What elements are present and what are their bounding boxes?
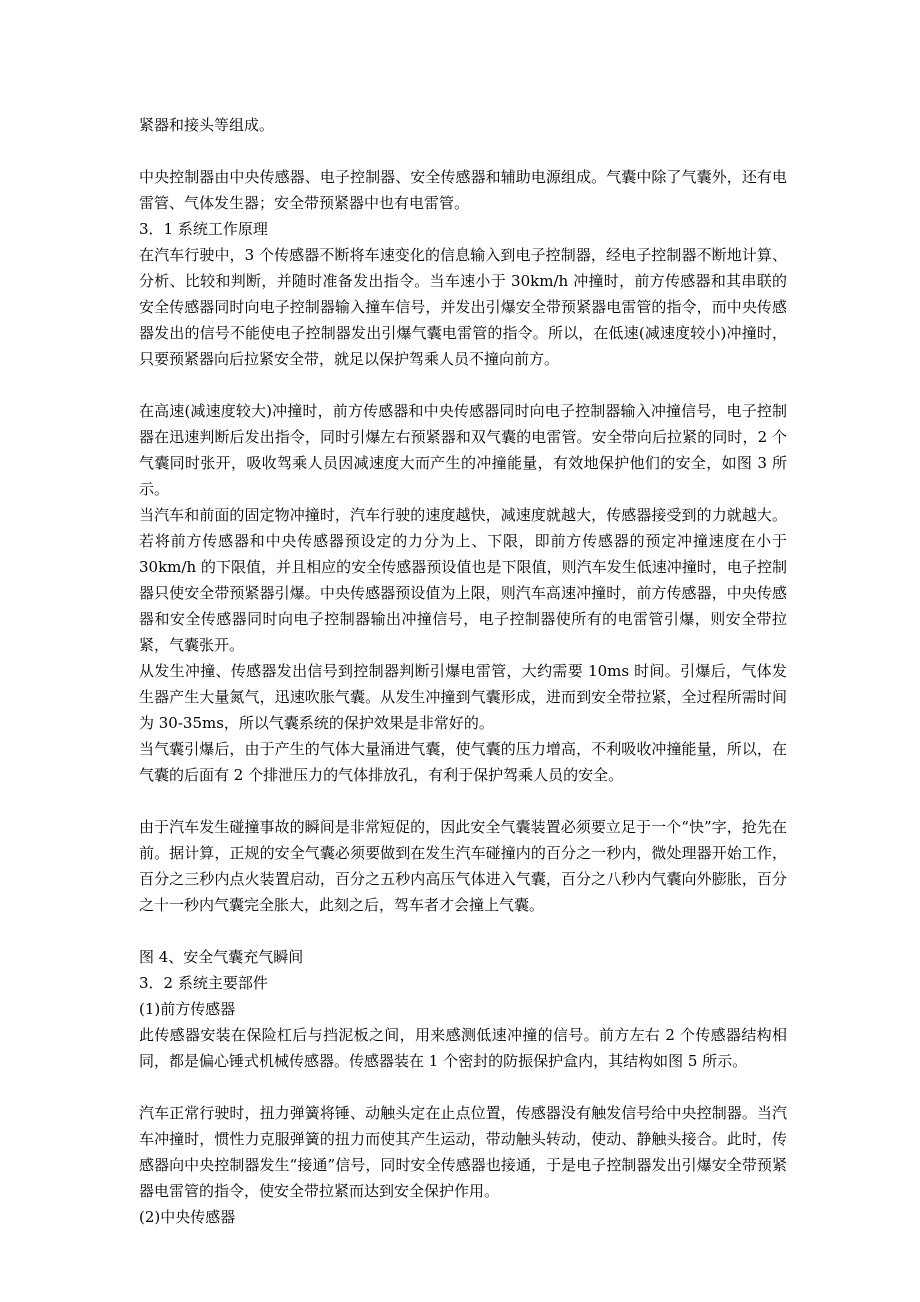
text-paragraph: 汽车正常行驶时，扭力弹簧将锤、动触头定在止点位置，传感器没有触发信号给中央控制器。当汽车冲撞时，惯性力克服弹簧的扭力而使其产生运动，带动触头转动，使动、静触头接合。此时，传感器向中央控制器发生“接通”信号，同时安全传感器也接通，于是电子控制器发出引爆安全带预紧器电雷管的指令，使安全带拉紧而达到安全保护作用。	[139, 1104, 787, 1200]
text-paragraph: 在汽车行驶中，3 个传感器不断将车速变化的信息输入到电子控制器，经电子控制器不断地计算、分析、比较和判断，并随时准备发出指令。当车速小于 30km/h 冲撞时，前方传感器和其串联的安全传感器同时向电子控制器输入撞车信号，并发出引爆安全带预紧器电雷管的指令，而中央传感器发出的信号不能使电子控制器发出引爆气囊电雷管的指令。所以，在低速(减速度较小)冲撞时，只要预紧器向后拉紧安全带，就足以保护驾乘人员不撞向前方。	[139, 246, 787, 368]
text-paragraph: 紧器和接头等组成。	[139, 116, 275, 134]
section-heading: 3．2 系统主要部件	[139, 974, 268, 992]
text-paragraph: 从发生冲撞、传感器发出信号到控制器判断引爆电雷管，大约需要 10ms 时间。引爆后，气体发生器产生大量氮气，迅速吹胀气囊。从发生冲撞到气囊形成，进而到安全带拉紧，全过程所需时间为 30-35ms，所以气囊系统的保护效果是非常好的。	[139, 662, 787, 732]
figure-caption: 图 4、安全气囊充气瞬间	[139, 948, 304, 966]
section-heading: 3．1 系统工作原理	[139, 220, 268, 238]
document-body	[139, 112, 787, 1230]
subsection-heading: (2)中央传感器	[139, 1208, 236, 1226]
text-paragraph: 在高速(减速度较大)冲撞时，前方传感器和中央传感器同时向电子控制器输入冲撞信号，电子控制器在迅速判断后发出指令，同时引爆左右预紧器和双气囊的电雷管。安全带向后拉紧的同时，2 个气囊同时张开，吸收驾乘人员因减速度大而产生的冲撞能量，有效地保护他们的安全，如图 3 所示。	[139, 402, 787, 498]
paragraph-gap	[139, 1074, 787, 1100]
text-paragraph: 中央控制器由中央传感器、电子控制器、安全传感器和辅助电源组成。气囊中除了气囊外，还有电雷管、气体发生器；安全带预紧器中也有电雷管。	[139, 168, 787, 212]
paragraph-gap	[139, 788, 787, 814]
text-paragraph: 当气囊引爆后，由于产生的气体大量涌进气囊，使气囊的压力增高，不利吸收冲撞能量，所以，在气囊的后面有 2 个排泄压力的气体排放孔，有利于保护驾乘人员的安全。	[139, 740, 787, 784]
paragraph-gap	[139, 138, 787, 164]
paragraph-gap	[139, 372, 787, 398]
paragraph-gap	[139, 918, 787, 944]
subsection-heading: (1)前方传感器	[139, 1000, 236, 1018]
text-paragraph: 此传感器安装在保险杠后与挡泥板之间，用来感测低速冲撞的信号。前方左右 2 个传感器结构相同，都是偏心锤式机械传感器。传感器装在 1 个密封的防振保护盒内，其结构如图 5 所示。	[139, 1026, 787, 1070]
text-paragraph: 当汽车和前面的固定物冲撞时，汽车行驶的速度越快，减速度就越大，传感器接受到的力就越大。若将前方传感器和中央传感器预设定的力分为上、下限，即前方传感器的预定冲撞速度在小于 30km/h 的下限值，并且相应的安全传感器预设值也是下限值，则汽车发生低速冲撞时，电子控制器只使安全带预紧器引爆。中央传感器预设值为上限，则汽车高速冲撞时，前方传感器，中央传感器和安全传感器同时向电子控制器输出冲撞信号，电子控制器使所有的电雷管引爆，则安全带拉紧，气囊张开。	[139, 506, 787, 654]
text-paragraph: 由于汽车发生碰撞事故的瞬间是非常短促的，因此安全气囊装置必须要立足于一个“快”字，抢先在前。据计算，正规的安全气囊必须要做到在发生汽车碰撞内的百分之一秒内，微处理器开始工作，百分之三秒内点火装置启动，百分之五秒内高压气体进入气囊，百分之八秒内气囊向外膨胀，百分之十一秒内气囊完全胀大，此刻之后，驾车者才会撞上气囊。	[139, 818, 787, 914]
